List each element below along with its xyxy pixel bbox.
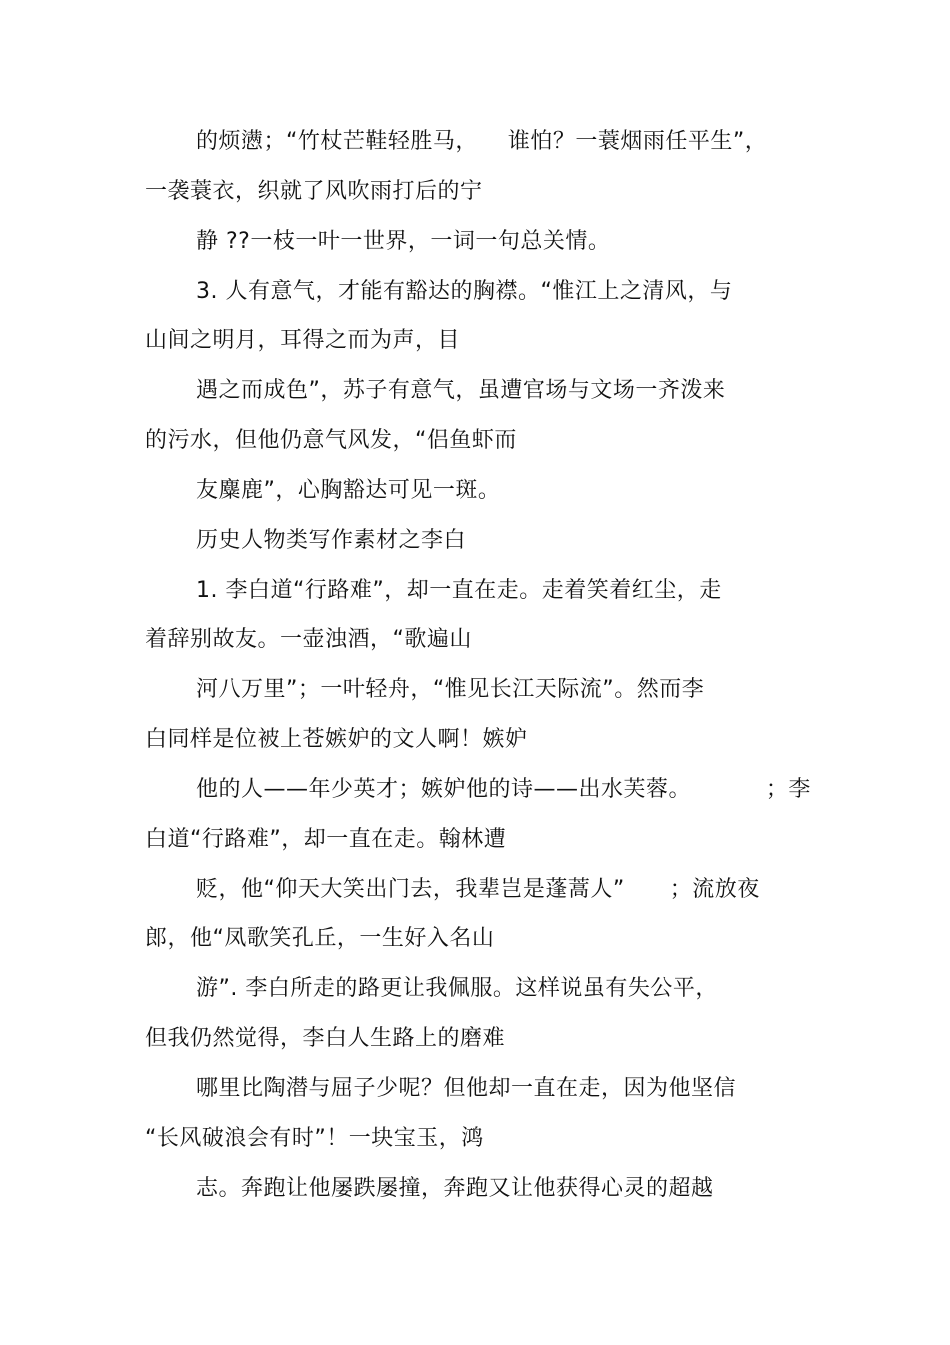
text-line-2: 一袭蓑衣，织就了风吹雨打后的宁 bbox=[145, 179, 483, 204]
text-line-22: 志。奔跑让他屡跌屡撞，奔跑又让他获得心灵的超越 bbox=[196, 1176, 714, 1201]
text-line-5: 山间之明月，耳得之而为声，目 bbox=[145, 328, 461, 353]
text-line-6: 遇之而成色”，苏子有意气，虽遭官场与文场一齐泼来 bbox=[196, 378, 726, 403]
text-line-11: 着辞别故友。一壶浊酒，“歌遍山 bbox=[145, 627, 472, 652]
text-line-17: 郎，他“凤歌笑孔丘，一生好入名山 bbox=[145, 926, 495, 951]
text-line-10: 1. 李白道“行路难”，却一直在走。走着笑着红尘，走 bbox=[196, 578, 722, 603]
text-line-7: 的污水，但他仍意气风发，“侣鱼虾而 bbox=[145, 428, 517, 453]
text-line-18: 游”. 李白所走的路更让我佩服。这样说虽有失公平， bbox=[196, 976, 718, 1001]
text-line-21: “长风破浪会有时”！一块宝玉，鸿 bbox=[145, 1126, 484, 1151]
text-line-15: 白道“行路难”，却一直在走。翰林遭 bbox=[145, 827, 507, 852]
text-line-8: 友麋鹿”，心胸豁达可见一斑。 bbox=[196, 478, 501, 503]
text-line-19: 但我仍然觉得，李白人生路上的磨难 bbox=[145, 1026, 506, 1051]
text-line-14: 他的人——年少英才；嫉妒他的诗——出水芙蓉。 ；李 bbox=[196, 777, 811, 802]
text-line-20: 哪里比陶潜与屈子少呢？但他却一直在走，因为他坚信 bbox=[196, 1076, 737, 1101]
section-heading: 历史人物类写作素材之李白 bbox=[196, 528, 467, 553]
text-line-12: 河八万里”；一叶轻舟，“惟见长江天际流”。然而李 bbox=[196, 677, 705, 702]
text-line-13: 白同样是位被上苍嫉妒的文人啊！嫉妒 bbox=[145, 727, 528, 752]
text-line-1: 的烦懑；“竹杖芒鞋轻胜马， 谁怕？一蓑烟雨任平生”， bbox=[196, 129, 768, 154]
text-line-16: 贬，他“仰天大笑出门去，我辈岂是蓬蒿人” ；流放夜 bbox=[196, 877, 760, 902]
text-line-3: 静 ??一枝一叶一世界，一词一句总关情。 bbox=[196, 229, 611, 254]
text-line-4: 3. 人有意气，才能有豁达的胸襟。“惟江上之清风，与 bbox=[196, 279, 733, 304]
